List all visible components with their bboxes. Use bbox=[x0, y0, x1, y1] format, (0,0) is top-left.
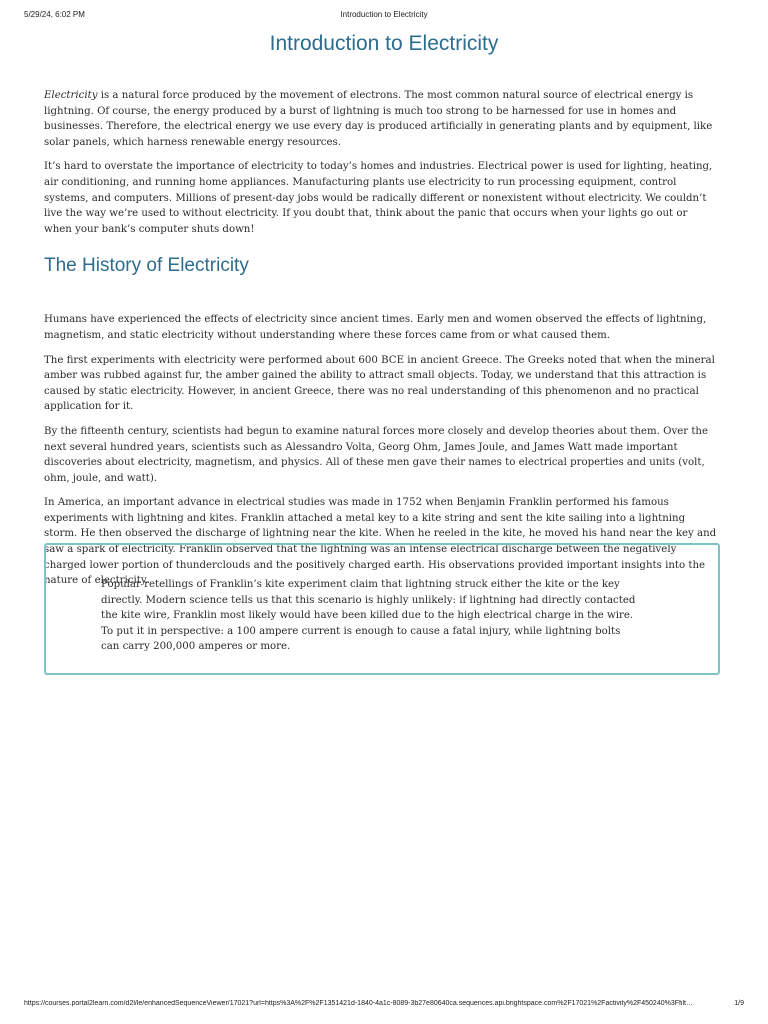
callout-box bbox=[44, 543, 720, 675]
page-number: 1/9 bbox=[734, 1000, 744, 1007]
print-date: 5/29/24, 6:02 PM bbox=[24, 10, 85, 19]
electricity-term: Electricity bbox=[44, 90, 98, 101]
history-paragraph-2: The first experiments with electricity were performed about 600 BCE in ancient Greece. The Greeks noted that when the mineral amber was rubbed against fur, the amber gained the ability to attract small objects. Today, we understand that this attraction is caused by static electricity. However, in ancient Greece, there was no real understanding of this phenomenon and no practical application for it. bbox=[44, 354, 715, 413]
history-paragraph-3: By the fifteenth century, scientists had begun to examine natural forces more closely and develop theories about them. Over the next several hundred years, scientists such as Alessandro Volta, Georg Ohm, James Joule, and James Watt made important discoveries about electricity, magnetism, and physics. All of these men gave their names to electrical properties and units (volt, ohm, joule, and watt). bbox=[44, 425, 709, 484]
page-title: Introduction to Electricity bbox=[269, 32, 499, 55]
history-paragraph-1: Humans have experienced the effects of electricity since ancient times. Early men and women observed the effects of lightning, magnetism, and static electricity without understanding where these forces came from or what caused them. bbox=[44, 314, 707, 341]
intro-paragraph-1-text: is a natural force produced by the movement of electrons. The most common natural source of electrical energy is lightning. Of course, the energy produced by a burst of lightning is much too strong to be harnessed for use in homes and businesses. Therefore, the electrical energy we use every day is produced artificially in generating plants and by equipment, like solar panels, which harness renewable energy resources. bbox=[44, 90, 713, 148]
print-footer bbox=[24, 1000, 744, 1012]
print-title: Introduction to Electricity bbox=[340, 10, 428, 19]
print-header bbox=[24, 10, 744, 22]
callout-text: Popular retellings of Franklin’s kite experiment claim that lightning struck either the kite or the key directly. Modern science tells us that this scenario is highly unlikely: if lightning had directly contacted the kite wire, Franklin most likely would have been killed due to the high electrical charge in the wire. To put it in perspective: a 100 ampere current is enough to cause a fatal injury, while lightning bolts can carry 200,000 amperes or more. bbox=[101, 579, 636, 653]
history-paragraph-4: In America, an important advance in electrical studies was made in 1752 when Benjamin Franklin performed his famous experiments with lightning and kites. Franklin attached a metal key to a kite string and sent the kite sailing into a lightning storm. He then observed the discharge of lightning near the kite. When he reeled in the kite, he moved his hand near the key and saw a spark of electricity. Franklin observed that the lightning was an intense electrical discharge between the negatively charged lower portion of thunderclouds and the positively charged earth. His observations provided important insights into the nature of electricity. bbox=[44, 497, 717, 587]
page-url: https://courses.portal2learn.com/d2l/le/enhancedSequenceViewer/17021?url=https%3A%2F%2F1351421d-1840-4a1c-8089-3b27e80640ca.sequences.api.brightspace.com%2F17021%2Factivity%2F450240%3Ffilt… bbox=[24, 1000, 693, 1007]
main-content bbox=[44, 88, 718, 598]
intro-paragraph-2: It’s hard to overstate the importance of electricity to today’s homes and industries. Electrical power is used for lighting, heating, air conditioning, and running home appliances. Manufacturing plants use electricity to run processing equipment, control systems, and computers. Millions of present-day jobs would be radically different or nonexistent without electricity. We couldn’t live the way we’re used to without electricity. If you doubt that, think about the panic that occurs when your lights go out or when your bank’s computer shuts down! bbox=[44, 161, 713, 235]
intro-paragraph-1 bbox=[44, 88, 718, 150]
history-heading: The History of Electricity bbox=[44, 255, 249, 277]
